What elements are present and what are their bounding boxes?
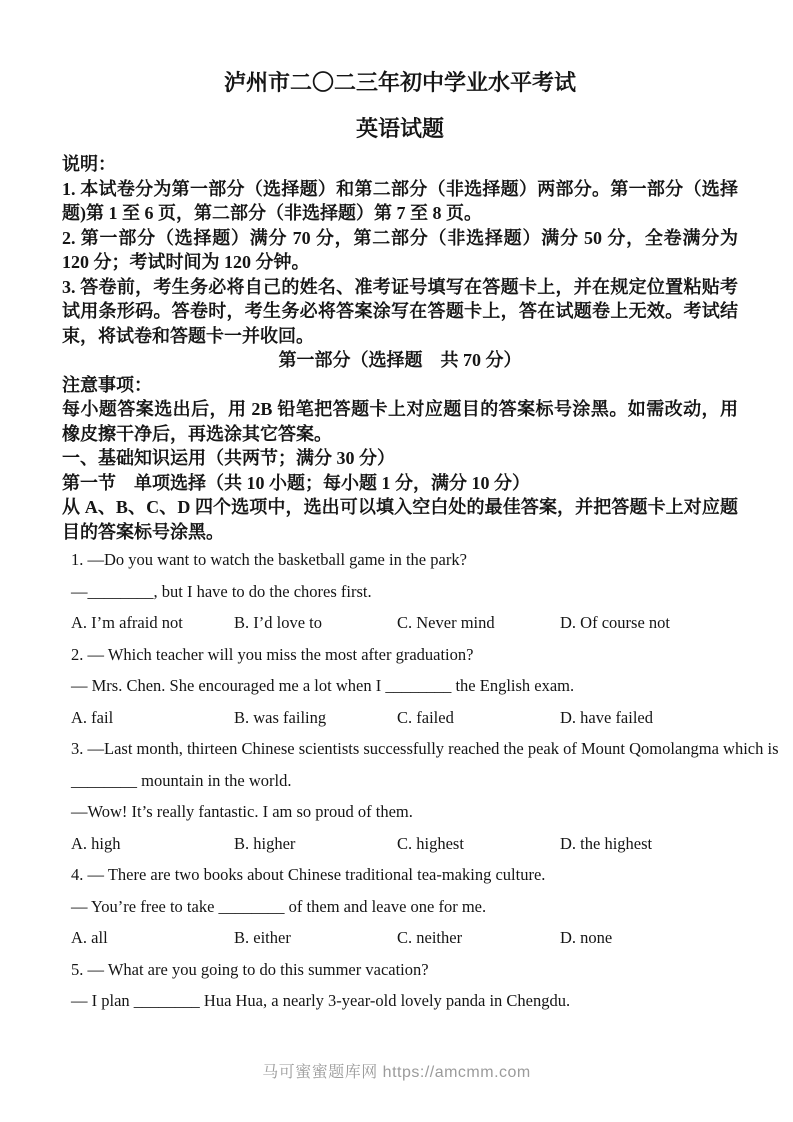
instructions-list xyxy=(62,177,738,349)
instruction-item-3: 3. 答卷前，考生务必将自己的姓名、准考证号填写在答题卡上，并在规定位置粘贴考试用条形码。答卷时，考生务必将答案涂写在答题卡上，答在试题卷上无效。考试结束，将试卷和答题卡一并收回。 xyxy=(62,276,738,346)
question-3-option-c: C. highest xyxy=(397,833,464,853)
question-block-3 xyxy=(62,733,779,859)
question-3-option-d: D. the highest xyxy=(560,833,653,853)
instruction-item-2: 2. 第一部分（选择题）满分 70 分，第二部分（非选择题）满分 50 分，全卷满分为 120 分；考试时间为 120 分钟。 xyxy=(62,227,738,272)
question-3-line-2: ________ mountain in the world. xyxy=(71,770,292,790)
question-2-options-row xyxy=(62,702,738,734)
page-content xyxy=(62,68,779,1017)
question-2-line-2: — Mrs. Chen. She encouraged me a lot when I ________ the English exam. xyxy=(71,676,575,695)
section1-heading: 一、基础知识运用（共两节；满分 30 分） xyxy=(62,448,395,468)
part1-heading: 第一部分（选择题 共 70 分） xyxy=(278,350,522,370)
question-4-options-row xyxy=(62,922,738,954)
question-1-line-1: 1. —Do you want to watch the basketball game in the park? xyxy=(71,550,467,569)
question-1-line-2: —________, but I have to do the chores first. xyxy=(71,581,372,601)
question-1-option-c: C. Never mind xyxy=(397,613,495,632)
question-block-4 xyxy=(62,859,738,954)
footer-watermark: 马可蜜蜜题库网 https://amcmm.com xyxy=(262,1064,531,1081)
question-3-line-1: 3. —Last month, thirteen Chinese scientists successfully reached the peak of Mount Qomolangma which is xyxy=(71,739,779,758)
instruction-item-1: 1. 本试卷分为第一部分（选择题）和第二部分（非选择题）两部分。第一部分（选择题)第 1 至 6 页，第二部分（非选择题）第 7 至 8 页。 xyxy=(62,178,738,223)
question-5-line-1: 5. — What are you going to do this summer vacation? xyxy=(71,959,429,979)
notes-text: 每小题答案选出后，用 2B 铅笔把答题卡上对应题目的答案标号涂黑。如需改动，用橡皮擦干净后，再选涂其它答案。 xyxy=(62,399,738,444)
question-3-options-row xyxy=(62,828,738,860)
section1-direction: 从 A、B、C、D 四个选项中，选出可以填入空白处的最佳答案，并把答题卡上对应题目的答案标号涂黑。 xyxy=(62,497,738,542)
section1-subheading: 第一节 单项选择（共 10 小题；每小题 1 分，满分 10 分） xyxy=(62,472,530,493)
question-1-options-row xyxy=(62,607,738,639)
question-block-2 xyxy=(62,639,738,734)
exam-subject: 英语试题 xyxy=(355,116,444,141)
notes-label: 注意事项： xyxy=(62,374,152,395)
question-4-option-b: B. either xyxy=(234,928,291,947)
question-1-option-b: B. I’d love to xyxy=(234,613,322,632)
question-4-option-c: C. neither xyxy=(397,928,463,947)
question-5-line-2: — I plan ________ Hua Hua, a nearly 3-year-old lovely panda in Chengdu. xyxy=(71,991,571,1010)
question-block-1 xyxy=(62,544,738,639)
question-4-option-d: D. none xyxy=(560,928,613,947)
question-2-option-a: A. fail xyxy=(71,707,114,727)
chinese-instructions-block xyxy=(62,152,738,544)
question-1-option-d: D. Of course not xyxy=(560,613,670,632)
instructions-label: 说明： xyxy=(62,154,116,174)
questions-list xyxy=(62,544,779,1017)
question-1-option-a: A. I’m afraid not xyxy=(71,613,183,632)
question-2-option-d: D. have failed xyxy=(560,707,653,727)
question-block-5 xyxy=(62,954,738,1017)
question-3-option-a: A. high xyxy=(71,833,121,853)
question-2-option-c: C. failed xyxy=(397,707,454,727)
question-4-option-a: A. all xyxy=(71,928,108,947)
question-4-line-1: 4. — There are two books about Chinese traditional tea-making culture. xyxy=(71,865,546,884)
question-3-option-b: B. higher xyxy=(234,833,296,853)
question-3-line-3: —Wow! It’s really fantastic. I am so proud of them. xyxy=(71,802,413,821)
question-4-line-2: — You’re free to take ________ of them and leave one for me. xyxy=(71,896,487,916)
exam-title: 泸州市二〇二三年初中学业水平考试 xyxy=(223,70,576,95)
question-2-line-1: 2. — Which teacher will you miss the most after graduation? xyxy=(71,644,474,664)
question-2-option-b: B. was failing xyxy=(234,707,327,727)
